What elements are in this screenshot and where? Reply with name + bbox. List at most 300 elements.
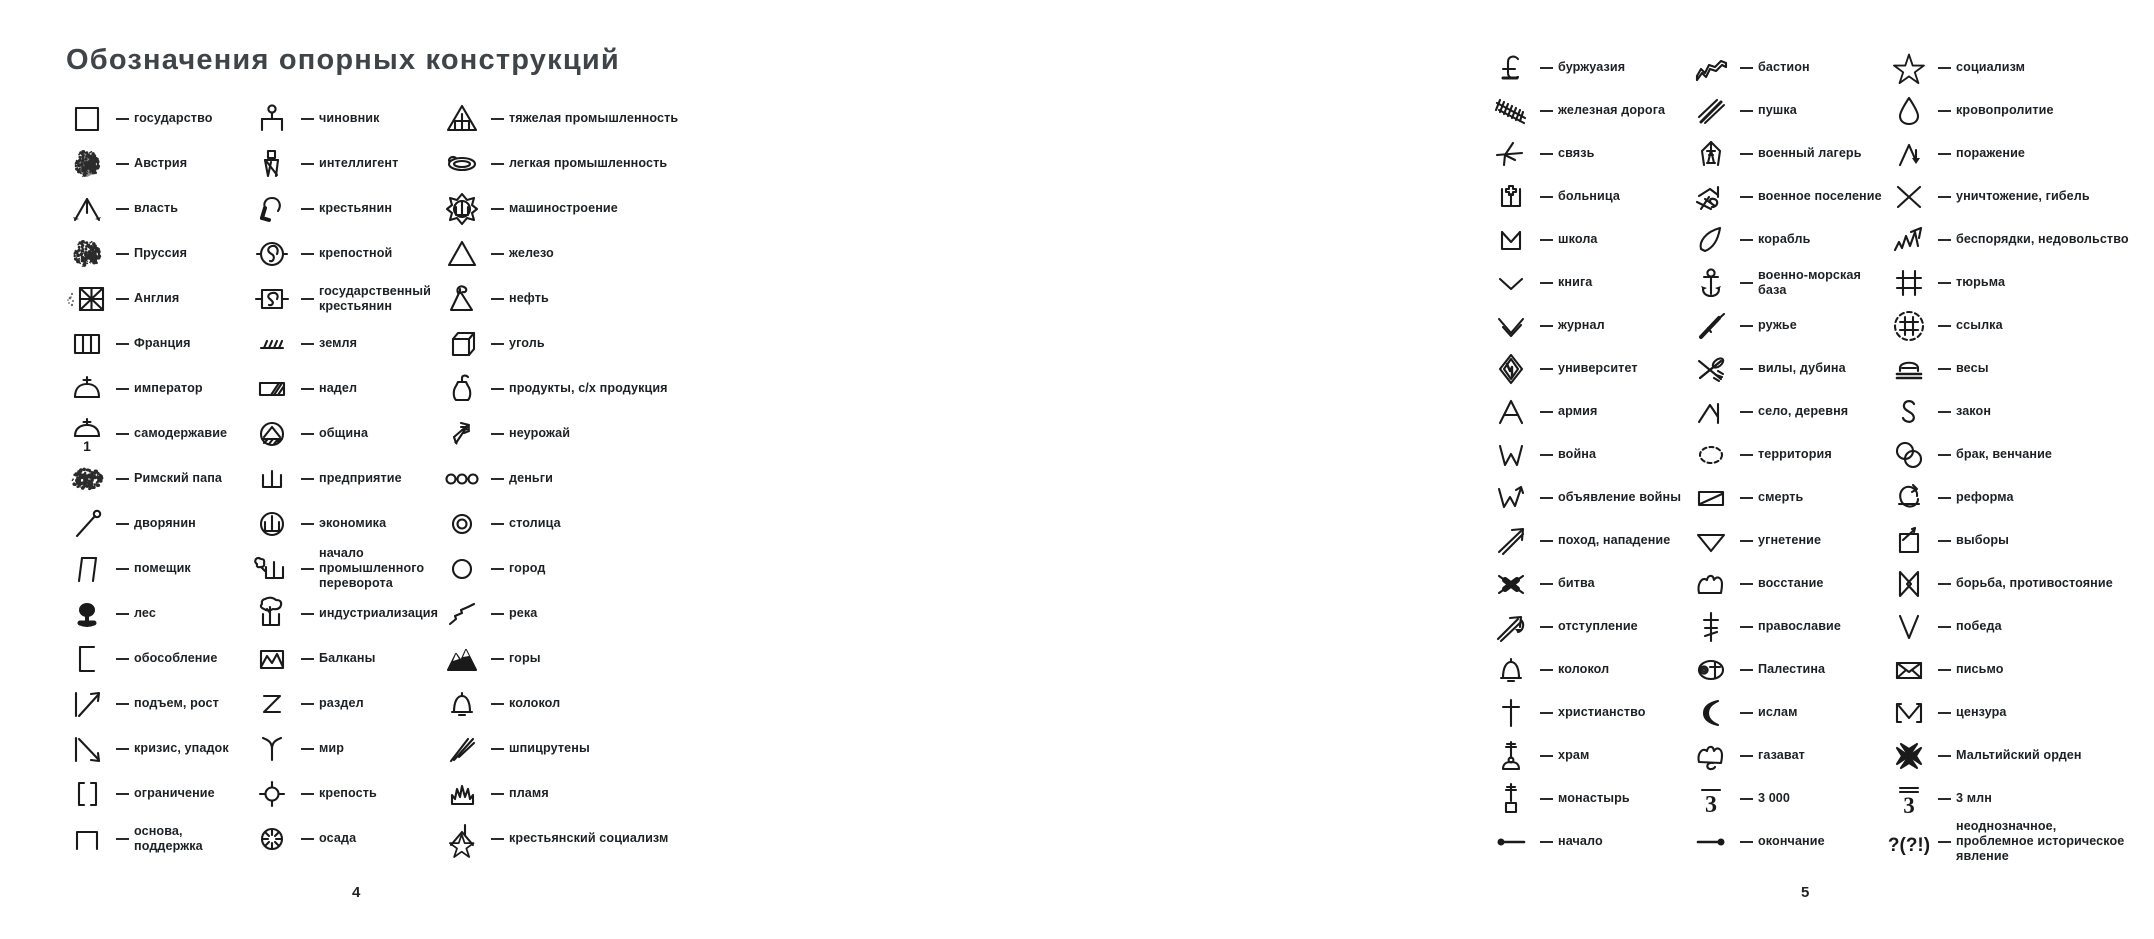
iron-triangle-icon: [435, 231, 489, 276]
bracket-left-icon: [60, 636, 114, 681]
legend-entry: [1882, 519, 2154, 562]
entry-dash: [1938, 540, 1951, 542]
legend-entry: [245, 681, 435, 726]
legend-entry: [435, 726, 720, 771]
legend-entry-label: Австрия: [134, 156, 188, 170]
legend-entry-label: мир: [319, 741, 345, 755]
legend-entry-label: буржуазия: [1558, 60, 1626, 74]
entry-dash: [1740, 325, 1753, 327]
start-icon: [1484, 820, 1538, 863]
legend-entry-label: интеллигент: [319, 156, 399, 170]
legend-entry-label: Франция: [134, 336, 191, 350]
entry-dash: [116, 208, 129, 210]
legend-entry-label: битва: [1558, 576, 1595, 590]
entry-dash: [1740, 67, 1753, 69]
legend-entry-label: власть: [134, 201, 179, 215]
campaign-attack-icon: [1484, 519, 1538, 562]
legend-entry: [245, 816, 435, 861]
marriage-rings-icon: [1882, 433, 1936, 476]
legend-entry-label: лес: [134, 606, 156, 620]
legend-entry: [1484, 734, 1684, 777]
reform-icon: [1882, 476, 1936, 519]
legend-entry-label: самодержавие: [134, 426, 228, 440]
entry-dash: [1740, 153, 1753, 155]
legend-entry: [435, 636, 720, 681]
city-circle-icon: [435, 546, 489, 591]
legend-entry: [435, 366, 720, 411]
monastery-icon: [1484, 777, 1538, 820]
legend-entry-label: дворянин: [134, 516, 196, 530]
legend-entry-label: город: [509, 561, 546, 575]
legend-entry: [1484, 820, 1684, 863]
legend-entry-label: земля: [319, 336, 358, 350]
river-icon: [435, 591, 489, 636]
left-column-3: [435, 96, 720, 861]
legend-entry: [435, 546, 720, 591]
legend-entry: [245, 591, 439, 636]
entry-dash: [116, 163, 129, 165]
legend-entry: [1484, 648, 1684, 691]
entry-dash: [1740, 411, 1753, 413]
three-thousand-icon: [1684, 777, 1738, 820]
light-industry-icon: [435, 141, 489, 186]
legend-entry: [435, 186, 720, 231]
heavy-industry-icon: [435, 96, 489, 141]
square-icon: [60, 96, 114, 141]
entry-dash: [1740, 110, 1753, 112]
legend-entry-label: чиновник: [319, 111, 380, 125]
legend-entry: [245, 411, 435, 456]
legend-entry: [1882, 820, 2154, 863]
entry-dash: [301, 703, 314, 705]
legend-entry: [1484, 390, 1684, 433]
machine-building-icon: [435, 186, 489, 231]
entry-dash: [1740, 712, 1753, 714]
legend-entry: [1484, 605, 1684, 648]
page-number-left: 4: [352, 884, 361, 901]
entry-dash: [301, 478, 314, 480]
entry-dash: [1540, 67, 1553, 69]
legend-entry-label: император: [134, 381, 203, 395]
legend-entry: [60, 96, 245, 141]
entry-dash: [301, 388, 314, 390]
legend-entry: [1684, 820, 1882, 863]
legend-entry: [435, 411, 720, 456]
army-icon: [1484, 390, 1538, 433]
legend-entry-label: ограничение: [134, 786, 215, 800]
legend-entry: [435, 456, 720, 501]
legend-entry-label: выборы: [1956, 533, 2010, 547]
entry-dash: [116, 298, 129, 300]
svg-text:1: 1: [83, 437, 91, 454]
legend-entry-label: Палестина: [1758, 662, 1826, 676]
entry-dash: [1938, 626, 1951, 628]
fortress-icon: [245, 771, 299, 816]
legend-entry: [60, 771, 245, 816]
entry-dash: [491, 118, 504, 120]
legend-entry-label: крестьянский социализм: [509, 831, 669, 845]
legend-entry: [245, 276, 435, 321]
entry-dash: [1740, 798, 1753, 800]
naval-base-icon: [1684, 261, 1738, 304]
legend-entry: [245, 186, 435, 231]
entry-dash: [1740, 626, 1753, 628]
land-hatch-icon: [245, 321, 299, 366]
noble-sword-pin-icon: [60, 501, 114, 546]
legend-entry-label: кризис, упадок: [134, 741, 229, 755]
three-million-icon: [1882, 777, 1936, 820]
legend-entry-label: закон: [1956, 404, 1992, 418]
legend-entry-label: книга: [1558, 275, 1593, 289]
legend-entry-label: неурожай: [509, 426, 571, 440]
retreat-icon: [1484, 605, 1538, 648]
legend-entry: [1684, 691, 1882, 734]
legend-entry-label: смерть: [1758, 490, 1804, 504]
legend-entry-label: военное поселение: [1758, 189, 1882, 203]
legend-entry: [1882, 605, 2154, 648]
legend-entry-label: предприятие: [319, 471, 402, 485]
entry-dash: [1938, 153, 1951, 155]
right-column-3: [1882, 46, 2154, 863]
uprising-icon: [1684, 562, 1738, 605]
legend-entry-label: железная дорога: [1558, 103, 1666, 117]
legend-entry-label: тюрьма: [1956, 275, 2006, 289]
legend-entry-label: обособление: [134, 651, 218, 665]
legend-entry-label: индустриализация: [319, 606, 439, 620]
legend-entry: [1484, 304, 1684, 347]
legend-entry-label: деньги: [509, 471, 553, 485]
legend-entry-label: продукты, с/х продукция: [509, 381, 668, 395]
brackets-pair-icon: [60, 771, 114, 816]
islam-crescent-icon: [1684, 691, 1738, 734]
scales-icon: [1882, 347, 1936, 390]
legend-entry-label: военный лагерь: [1758, 146, 1862, 160]
legend-entry-label: помещик: [134, 561, 191, 575]
elections-icon: [1882, 519, 1936, 562]
legend-entry: [1684, 261, 1882, 304]
legend-entry-label: надел: [319, 381, 358, 395]
legend-entry: [1882, 175, 2154, 218]
unrest-icon: [1882, 218, 1936, 261]
legend-entry-label: Пруссия: [134, 246, 188, 260]
legend-entry: [1684, 132, 1882, 175]
orthodoxy-cross-icon: [1684, 605, 1738, 648]
legend-entry: [1882, 476, 2154, 519]
hospital-icon: [1484, 175, 1538, 218]
war-icon: [1484, 433, 1538, 476]
entry-dash: [491, 478, 504, 480]
school-icon: [1484, 218, 1538, 261]
legend-entry-label: цензура: [1956, 705, 2007, 719]
legend-entry-label: крепость: [319, 786, 377, 800]
legend-entry: [435, 816, 720, 861]
entry-dash: [116, 658, 129, 660]
legend-entry: [1684, 433, 1882, 476]
entry-dash: [491, 388, 504, 390]
death-icon: [1684, 476, 1738, 519]
bell-icon: [1484, 648, 1538, 691]
entry-dash: [491, 568, 504, 570]
legend-entry: [1882, 347, 2154, 390]
entry-dash: [491, 163, 504, 165]
entry-dash: [491, 838, 504, 840]
entry-dash: [301, 748, 314, 750]
legend-entry: [1882, 304, 2154, 347]
legend-entry-label: Мальтийский орден: [1956, 748, 2082, 762]
arrow-down-decline-icon: [60, 726, 114, 771]
maltese-order-icon: [1882, 734, 1936, 777]
legend-entry-label: крестьянин: [319, 201, 393, 215]
entry-dash: [301, 523, 314, 525]
entry-dash: [491, 208, 504, 210]
entry-dash: [116, 433, 129, 435]
defeat-icon: [1882, 132, 1936, 175]
rifle-icon: [1684, 304, 1738, 347]
legend-entry-label: осада: [319, 831, 357, 845]
page-right: [722, 0, 2129, 939]
legend-entry: [1484, 89, 1684, 132]
entry-dash: [1540, 282, 1553, 284]
legend-entry-label: война: [1558, 447, 1597, 461]
entry-dash: [301, 118, 314, 120]
legend-entry-label: раздел: [319, 696, 364, 710]
legend-entry-label: корабль: [1758, 232, 1811, 246]
entry-dash: [491, 613, 504, 615]
right-column-1: [1484, 46, 1684, 863]
legend-entry: [1882, 734, 2154, 777]
legend-entry: [245, 771, 435, 816]
prison-grid-icon: [1882, 261, 1936, 304]
entry-dash: [116, 703, 129, 705]
entry-dash: [116, 388, 129, 390]
money-coins-icon: [435, 456, 489, 501]
legend-entry: [245, 231, 435, 276]
entry-dash: [1540, 196, 1553, 198]
peasant-sickle-icon: [245, 186, 299, 231]
bastion-icon: [1684, 46, 1738, 89]
victory-v-icon: [1882, 605, 1936, 648]
legend-entry: [1484, 261, 1684, 304]
official-figure-icon: [245, 96, 299, 141]
legend-entry-label: нефть: [509, 291, 549, 305]
censorship-icon: [1882, 691, 1936, 734]
legend-entry-label: Англия: [134, 291, 180, 305]
france-tricolor-icon: [60, 321, 114, 366]
left-column-2: [245, 96, 439, 861]
england-union-flag-icon: [60, 276, 114, 321]
entry-dash: [1938, 282, 1951, 284]
legend-entry: [1684, 304, 1882, 347]
legend-entry-label: беспорядки, недовольство: [1956, 232, 2129, 246]
legend-entry-label: легкая промышленность: [509, 156, 668, 170]
entry-dash: [1938, 67, 1951, 69]
entry-dash: [116, 478, 129, 480]
legend-entry-label: университет: [1558, 361, 1638, 375]
entry-dash: [1938, 368, 1951, 370]
entry-dash: [1540, 712, 1553, 714]
legend-entry-label: тяжелая промышленность: [509, 111, 679, 125]
legend-entry: [1684, 347, 1882, 390]
legend-entry-label: бастион: [1758, 60, 1810, 74]
legend-entry: [1684, 390, 1882, 433]
legend-entry-label: государственный крестьянин: [319, 283, 431, 313]
legend-entry-label: Балканы: [319, 651, 376, 665]
legend-entry: [245, 501, 435, 546]
entry-dash: [301, 793, 314, 795]
entry-dash: [1540, 153, 1553, 155]
svg-text:3: 3: [1903, 792, 1915, 818]
legend-entry-label: социализм: [1956, 60, 2026, 74]
cannon-icon: [1684, 89, 1738, 132]
entry-dash: [491, 343, 504, 345]
legend-entry-label: православие: [1758, 619, 1842, 633]
legend-entry: [1684, 89, 1882, 132]
legend-entry: [1484, 132, 1684, 175]
legend-entry-label: крепостной: [319, 246, 393, 260]
entry-dash: [491, 298, 504, 300]
oil-derrick-icon: [435, 276, 489, 321]
temple-icon: [1484, 734, 1538, 777]
legend-entry-label: армия: [1558, 404, 1598, 418]
legend-entry-label: государство: [134, 111, 213, 125]
entry-dash: [1540, 755, 1553, 757]
entry-dash: [1540, 368, 1553, 370]
svg-text:?(?!): ?(?!): [1887, 834, 1931, 856]
papal-emblem-icon: [60, 456, 114, 501]
legend-entry: [435, 591, 720, 636]
communication-icon: [1484, 132, 1538, 175]
legend-entry: [60, 276, 245, 321]
end-icon: [1684, 820, 1738, 863]
exile-icon: [1882, 304, 1936, 347]
power-chevron-icon: [60, 186, 114, 231]
legend-entry: [1882, 46, 2154, 89]
legend-entry: [1684, 734, 1882, 777]
letter-envelope-icon: [1882, 648, 1936, 691]
prussia-emblem-icon: [60, 231, 114, 276]
entry-dash: [1540, 239, 1553, 241]
legend-entry-label: пушка: [1758, 103, 1797, 117]
entry-dash: [116, 793, 129, 795]
pitchfork-club-icon: [1684, 347, 1738, 390]
balkans-mountains-box-icon: [245, 636, 299, 681]
legend-entry-label: колокол: [1558, 662, 1610, 676]
entry-dash: [1938, 497, 1951, 499]
legend-entry: [1882, 433, 2154, 476]
legend-entry-label: объявление войны: [1558, 490, 1682, 504]
legend-entry: [1484, 691, 1684, 734]
legend-entry-label: начало: [1558, 834, 1603, 848]
legend-entry-label: неоднозначное, проблемное историческое явление: [1956, 819, 2125, 863]
mountains-icon: [435, 636, 489, 681]
entry-dash: [1938, 239, 1951, 241]
page-number-right: 5: [1801, 884, 1810, 901]
legend-entry: [245, 321, 435, 366]
entry-dash: [1540, 411, 1553, 413]
law-section-icon: [1882, 390, 1936, 433]
entry-dash: [301, 568, 314, 570]
territory-icon: [1684, 433, 1738, 476]
legend-entry-label: основа, поддержка: [134, 823, 203, 853]
legend-entry-label: 3 млн: [1956, 791, 1992, 805]
legend-entry: [1882, 218, 2154, 261]
legend-entry-label: письмо: [1956, 662, 2004, 676]
entry-dash: [301, 658, 314, 660]
legend-entry: [435, 771, 720, 816]
commune-circle-icon: [245, 411, 299, 456]
intelligentsia-figure-icon: [245, 141, 299, 186]
entry-dash: [1540, 110, 1553, 112]
industrialization-icon: [245, 591, 299, 636]
ghazavat-icon: [1684, 734, 1738, 777]
peace-y-icon: [245, 726, 299, 771]
entry-dash: [301, 613, 314, 615]
entry-dash: [491, 793, 504, 795]
legend-entry-label: кровопролитие: [1956, 103, 2054, 117]
legend-entry: [1882, 390, 2154, 433]
entry-dash: [1938, 196, 1951, 198]
entry-dash: [1938, 841, 1951, 843]
destruction-cross-icon: [1882, 175, 1936, 218]
state-peasant-square-icon: [245, 276, 299, 321]
legend-entry-label: окончание: [1758, 834, 1825, 848]
legend-entry: [1684, 777, 1882, 820]
legend-entry: [60, 411, 245, 456]
legend-entry: [1484, 777, 1684, 820]
legend-entry-label: вилы, дубина: [1758, 361, 1846, 375]
legend-entry-label: борьба, противостояние: [1956, 576, 2113, 590]
legend-entry-label: храм: [1558, 748, 1590, 762]
legend-entry: [435, 141, 720, 186]
legend-entry: [1484, 347, 1684, 390]
entry-dash: [1938, 583, 1951, 585]
entry-dash: [1540, 841, 1553, 843]
legend-entry: [60, 321, 245, 366]
entry-dash: [1740, 497, 1753, 499]
entry-dash: [1540, 626, 1553, 628]
legend-entry-label: ружье: [1758, 318, 1797, 332]
legend-entry-label: железо: [509, 246, 554, 260]
legend-entry-label: река: [509, 606, 538, 620]
entry-dash: [116, 748, 129, 750]
bourgeoisie-pound-icon: [1484, 46, 1538, 89]
railway-icon: [1484, 89, 1538, 132]
entry-dash: [301, 163, 314, 165]
entry-dash: [116, 253, 129, 255]
entry-dash: [1740, 540, 1753, 542]
legend-entry: [1484, 562, 1684, 605]
peasant-socialism-icon: [435, 816, 489, 861]
entry-dash: [116, 568, 129, 570]
entry-dash: [116, 118, 129, 120]
oppression-icon: [1684, 519, 1738, 562]
legend-entry-label: горы: [509, 651, 541, 665]
page-title: Обозначения опорных конструкций: [66, 44, 620, 76]
legend-entry: [1684, 519, 1882, 562]
legend-entry: [435, 681, 720, 726]
entry-dash: [1740, 583, 1753, 585]
coal-cube-icon: [435, 321, 489, 366]
legend-entry-label: газават: [1758, 748, 1805, 762]
agriculture-products-icon: [435, 366, 489, 411]
legend-entry: [435, 276, 720, 321]
legend-entry: [1484, 218, 1684, 261]
gauntlet-rods-icon: [435, 726, 489, 771]
legend-entry: [1882, 648, 2154, 691]
legend-entry: [245, 456, 435, 501]
legend-entry-label: колокол: [509, 696, 561, 710]
legend-entry: [1684, 218, 1882, 261]
